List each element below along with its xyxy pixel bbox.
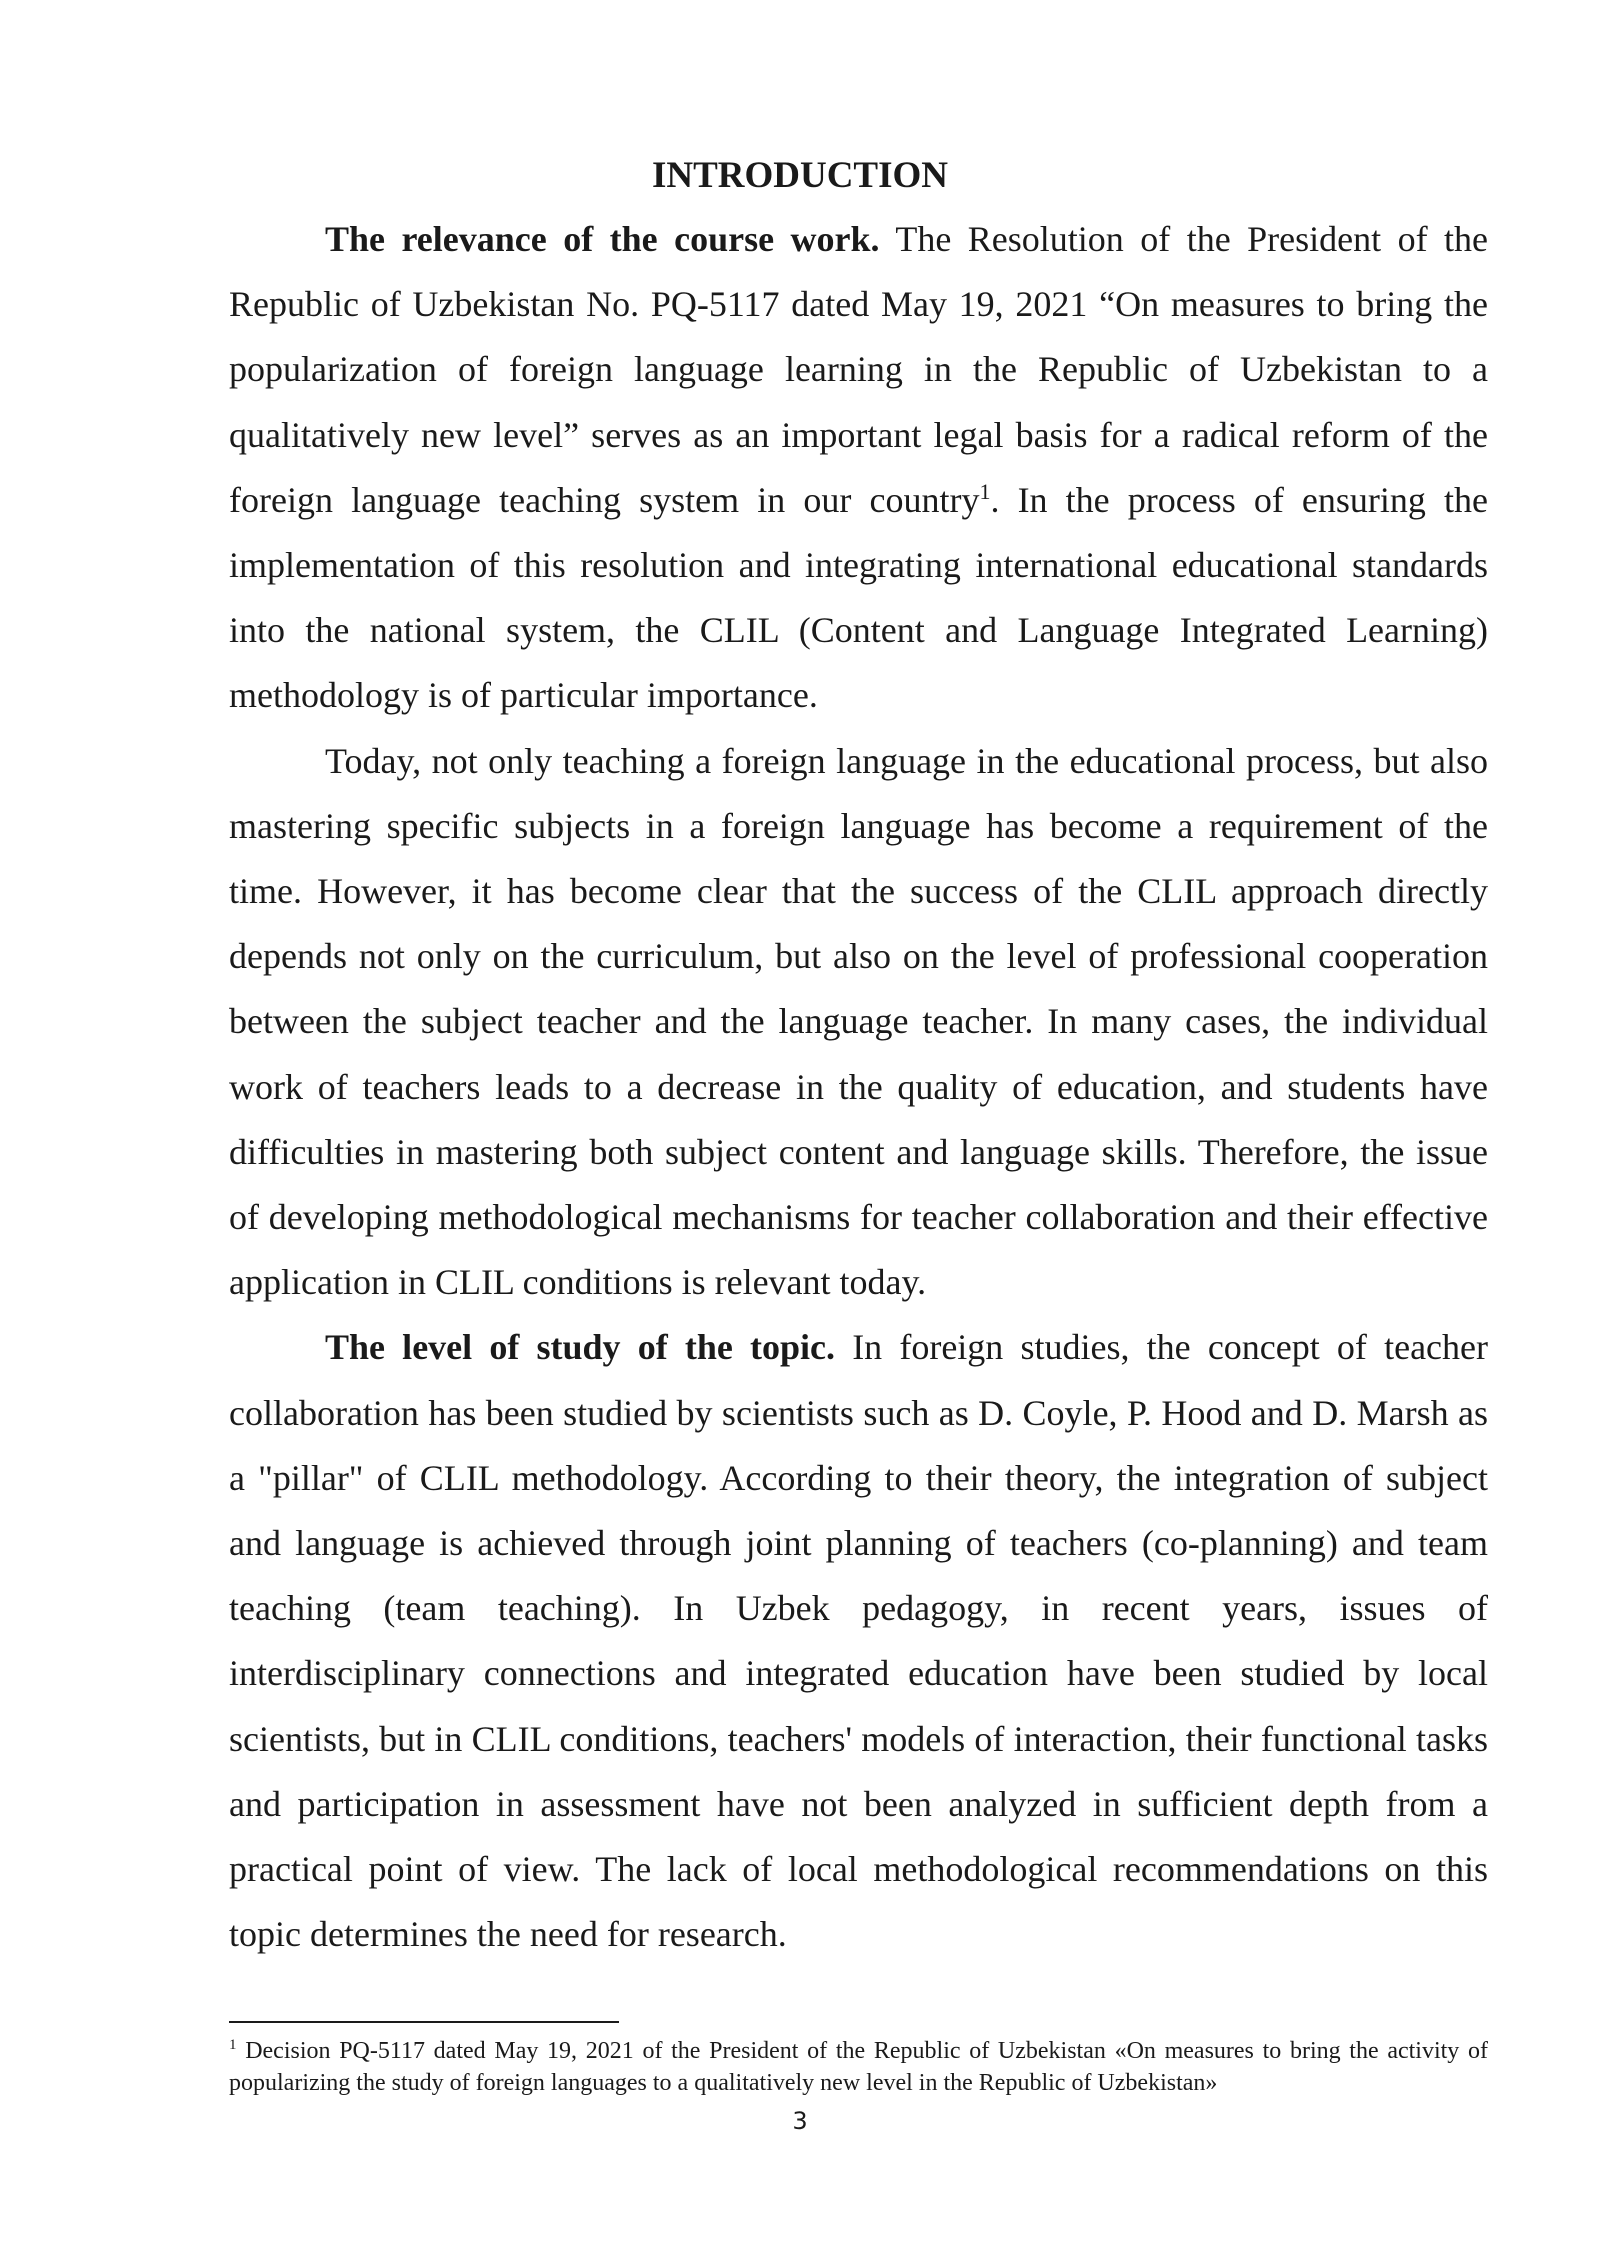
footnote-marker: 1	[229, 2037, 237, 2053]
paragraph-lead-level-of-study: The level of study of the topic.	[325, 1327, 836, 1368]
footnote-text: Decision PQ-5117 dated May 19, 2021 of the President of the Republic of Uzbekistan «On measures to bring the activity of popularizing the study of foreign languages to a qualitatively new level in the Republic of Uzbekistan»	[229, 2038, 1488, 2096]
paragraph-relevance	[229, 207, 1488, 729]
footnote	[229, 2035, 1488, 2099]
section-heading: INTRODUCTION	[651, 155, 949, 196]
footnote-reference: 1	[979, 478, 991, 504]
paragraph-text: . In the process of ensuring the implementation of this resolution and integrating international educational standards into the national system, the CLIL (Content and Language Integrated Learning) methodology is of particular importance.	[229, 479, 1488, 716]
paragraph-text: The Resolution of the President of the Republic of Uzbekistan No. PQ-5117 dated May 19, 2021 “On measures to bring the popularization of foreign language learning in the Republic of Uzbekistan to a qualitatively new level” serves as an important legal basis for a radical reform of the foreign language teaching system in our country	[229, 219, 1488, 520]
footnote-separator	[229, 2021, 619, 2023]
paragraph-today: Today, not only teaching a foreign language in the educational process, but also mastering specific subjects in a foreign language has become a requirement of the time. However, it has become clear that the success of the CLIL approach directly depends not only on the curriculum, but also on the level of professional cooperation between the subject teacher and the language teacher. In many cases, the individual work of teachers leads to a decrease in the quality of education, and students have difficulties in mastering both subject content and language skills. Therefore, the issue of developing methodological mechanisms for teacher collaboration and their effective application in CLIL conditions is relevant today.	[229, 740, 1488, 1303]
paragraph-lead-relevance: The relevance of the course work.	[325, 219, 880, 259]
paragraph-text: In foreign studies, the concept of teacher collaboration has been studied by scientists such as D. Coyle, P. Hood and D. Marsh as a "pillar" of CLIL methodology. According to their theory, the integration of subject and language is achieved through joint planning of teachers (co-planning) and team teaching (team teaching). In Uzbek pedagogy, in recent years, issues of interdisciplinary connections and integrated education have been studied by local scientists, but in CLIL conditions, teachers' models of interaction, their functional tasks and participation in assessment have not been analyzed in sufficient depth from a practical point of view. The lack of local methodological recommendations on this topic determines the need for research.	[229, 1327, 1488, 1955]
paragraph-level-of-study	[229, 1315, 1488, 1967]
body-text	[229, 207, 1488, 1967]
page-number: 3	[792, 2107, 808, 2135]
